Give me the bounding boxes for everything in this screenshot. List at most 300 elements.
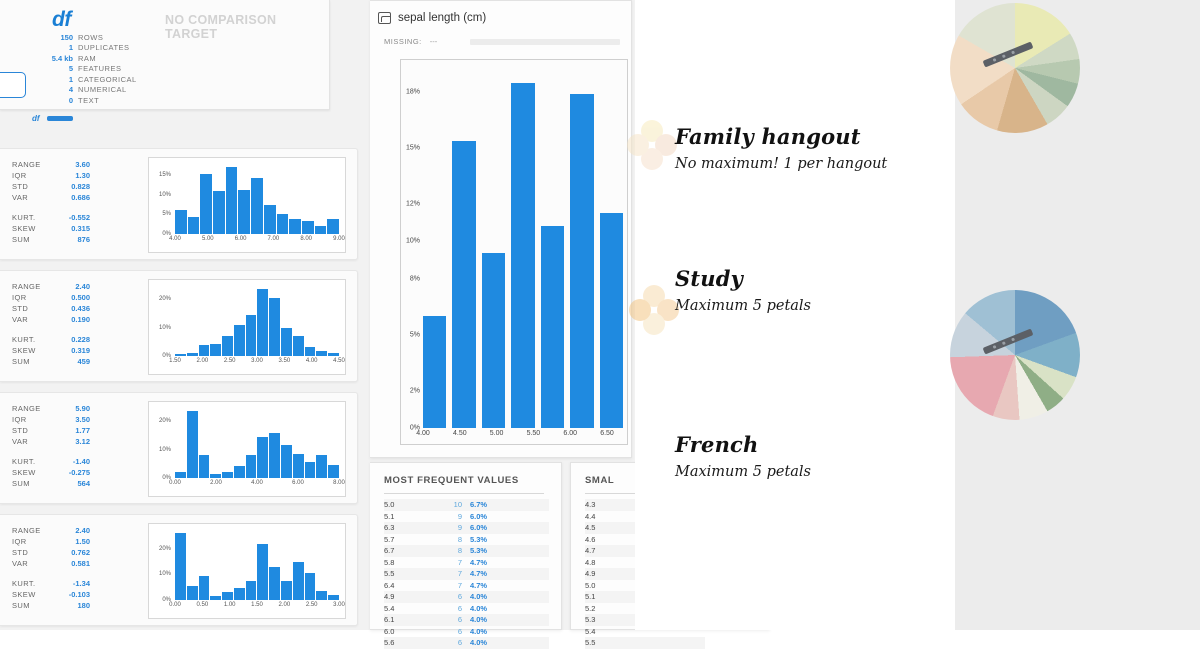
mini-bar: [238, 190, 250, 234]
mini-bar: [210, 344, 221, 356]
histogram-bar: [570, 94, 593, 428]
variable-stat-value: 0.436: [71, 304, 90, 313]
variable-stat-key: SUM: [12, 235, 30, 244]
mini-y-tick: 10%: [158, 571, 171, 578]
variable-stat-value: 1.77: [75, 426, 90, 435]
count-cell: 10: [453, 500, 462, 510]
dataset-stat-value: 0: [68, 95, 73, 105]
note-title: Study: [675, 266, 744, 291]
variable-stat-key: RANGE: [12, 282, 41, 291]
percent-cell: 4.7%: [470, 580, 488, 590]
mini-bar: [175, 354, 186, 356]
flower-decoration: [629, 285, 681, 337]
feature-detail-panel: [370, 0, 635, 648]
variable-stat-key: IQR: [12, 171, 27, 180]
mini-bar: [199, 576, 210, 600]
count-cell: 7: [457, 580, 462, 590]
value-cell: 5.6: [384, 638, 395, 648]
mini-bar: [210, 596, 221, 600]
smallest-title: SMAL: [585, 475, 615, 486]
value-cell: 5.4: [585, 626, 596, 636]
percent-cell: 4.7%: [470, 569, 488, 579]
variable-stat-line: [12, 303, 90, 314]
count-cell: 6: [457, 626, 462, 636]
percent-cell: 6.7%: [470, 500, 488, 510]
variable-stat-key: IQR: [12, 415, 27, 424]
mini-y-tick: 10%: [158, 324, 171, 331]
mini-x-tick: 3.00: [251, 358, 263, 364]
mini-x-tick: 4.00: [305, 358, 318, 364]
count-cell: 8: [457, 546, 462, 556]
variable-stat-line: [12, 456, 90, 467]
variable-stat-line: [12, 558, 90, 569]
variable-stat-value: -0.103: [68, 590, 90, 599]
count-cell: 6: [457, 638, 462, 648]
table-row: [384, 603, 549, 615]
variable-stat-key: RANGE: [12, 526, 41, 535]
mini-y-axis: [149, 528, 173, 603]
variable-stat-value: 180: [77, 601, 90, 610]
histogram-icon: [378, 12, 391, 24]
value-cell: 4.5: [585, 523, 596, 533]
variable-stat-value: -1.34: [72, 579, 90, 588]
variable-stat-value: -0.552: [68, 213, 90, 222]
percent-cell: 6.0%: [470, 511, 488, 521]
variable-stat-key: RANGE: [12, 404, 41, 413]
note-subtitle: No maximum! 1 per hangout: [675, 156, 888, 172]
mini-bar: [281, 445, 292, 478]
mini-bars: [175, 162, 339, 234]
variable-stat-line: [12, 181, 90, 192]
mini-bar: [316, 351, 327, 356]
mini-x-tick: 8.00: [333, 480, 345, 486]
variable-stat-key: IQR: [12, 537, 27, 546]
mini-bar: [277, 214, 289, 234]
value-cell: 4.9: [585, 569, 596, 579]
variable-stat-line: [12, 478, 90, 489]
histogram-y-tick: 10%: [405, 237, 420, 245]
variable-stat-value: 0.319: [71, 346, 90, 355]
value-cell: 5.5: [384, 569, 395, 579]
mini-bar: [293, 336, 304, 356]
mini-y-tick: 5%: [162, 211, 171, 218]
variable-stat-value: 459: [77, 357, 90, 366]
mini-bar: [315, 226, 327, 234]
note-subtitle: Maximum 5 petals: [675, 298, 812, 314]
missing-progress-bar: [470, 39, 620, 45]
note-item: [675, 266, 811, 314]
variable-mini-histogram: [148, 401, 346, 497]
mini-bars: [175, 528, 339, 600]
mini-bar: [188, 217, 200, 234]
mini-x-tick: 4.00: [169, 236, 181, 242]
variable-stats: [12, 403, 90, 489]
mini-y-axis: [149, 284, 173, 359]
dataset-stat-list: [0, 32, 330, 106]
mini-x-tick: 2.50: [305, 602, 318, 608]
color-wheel-top-image: [950, 3, 1080, 133]
mini-bar: [305, 462, 316, 478]
mini-y-tick: 15%: [158, 171, 171, 178]
mini-bar: [222, 336, 233, 356]
mini-y-tick: 0%: [162, 597, 171, 603]
spacer: [12, 203, 90, 212]
variable-stat-key: STD: [12, 182, 29, 191]
mini-x-tick: 1.00: [223, 602, 236, 608]
dataset-stat-label: NUMERICAL: [78, 85, 127, 94]
histogram-bar: [482, 253, 505, 428]
percent-cell: 4.0%: [470, 626, 488, 636]
histogram-bars: [423, 64, 623, 428]
variable-stat-value: 3.60: [75, 160, 90, 169]
mini-bar: [234, 325, 245, 356]
mini-bar: [213, 191, 225, 234]
missing-value: ---: [429, 37, 438, 46]
mini-plot-area: [175, 162, 339, 234]
variable-stats: [12, 525, 90, 611]
variable-stat-line: [12, 414, 90, 425]
mini-x-tick: 7.00: [267, 236, 280, 242]
variable-stat-key: VAR: [12, 315, 29, 324]
histogram-x-axis: [416, 430, 623, 442]
mini-x-axis: [169, 358, 345, 370]
value-cell: 5.1: [585, 592, 596, 602]
variable-mini-histogram: [148, 157, 346, 253]
mini-x-tick: 0.00: [169, 602, 181, 608]
histogram-x-tick: 5.00: [489, 430, 504, 437]
variable-stat-line: [12, 314, 90, 325]
table-row: [384, 568, 549, 580]
variable-stat-line: [12, 525, 90, 536]
mini-plot-area: [175, 528, 339, 600]
tab-df[interactable]: [32, 114, 73, 123]
value-cell: 4.3: [585, 500, 596, 510]
mini-plot-area: [175, 406, 339, 478]
value-cell: 6.4: [384, 580, 395, 590]
tab-df-label: df: [32, 114, 40, 123]
variable-stat-line: [12, 292, 90, 303]
mini-y-tick: 0%: [162, 475, 171, 481]
variable-stat-key: SKEW: [12, 224, 36, 233]
mini-x-tick: 0.00: [169, 480, 181, 486]
value-cell: 5.2: [585, 603, 596, 613]
mini-bar: [302, 221, 314, 234]
mini-bar: [187, 353, 198, 356]
dataset-stat-label: DUPLICATES: [78, 43, 130, 52]
histogram-y-tick: 5%: [409, 331, 420, 339]
mini-x-tick: 6.00: [292, 480, 304, 486]
mini-bar: [246, 315, 257, 356]
mini-y-tick: 10%: [158, 446, 171, 453]
variable-card[interactable]: [0, 392, 358, 504]
mini-bar: [269, 567, 280, 600]
histogram-y-tick: 0%: [409, 424, 420, 432]
variable-stat-value: 5.90: [75, 404, 90, 413]
mini-bar: [175, 472, 186, 478]
variable-stat-value: 0.315: [71, 224, 90, 233]
variable-stat-line: [12, 436, 90, 447]
histogram-bar: [452, 141, 475, 428]
histogram-x-tick: 4.00: [416, 430, 430, 437]
mini-bar: [269, 298, 280, 356]
value-cell: 6.3: [384, 523, 395, 533]
histogram-bar: [600, 213, 623, 428]
mini-bars: [175, 284, 339, 356]
mini-bar: [293, 454, 304, 478]
variable-stat-key: VAR: [12, 437, 29, 446]
histogram-bar: [423, 316, 446, 428]
dataset-stat-value: 1: [68, 74, 73, 84]
variable-stat-value: 3.50: [75, 415, 90, 424]
variable-stat-key: VAR: [12, 559, 29, 568]
mini-y-tick: 20%: [158, 545, 171, 552]
variable-stat-line: [12, 547, 90, 558]
mini-x-tick: 2.00: [196, 358, 209, 364]
table-row: [384, 522, 549, 534]
mini-bar: [264, 205, 276, 234]
table-row: [384, 580, 549, 592]
mini-bar: [281, 581, 292, 600]
variable-stats: [12, 159, 90, 245]
mini-y-axis: [149, 162, 173, 237]
count-cell: 9: [457, 523, 462, 533]
variable-stat-key: STD: [12, 548, 29, 557]
mini-bar: [257, 437, 268, 478]
value-cell: 4.8: [585, 557, 596, 567]
color-wheel-bottom: [950, 290, 1080, 420]
mini-x-tick: 2.50: [223, 358, 236, 364]
value-cell: 5.1: [384, 511, 395, 521]
mini-bar: [281, 328, 292, 356]
value-cell: 5.8: [384, 557, 395, 567]
count-cell: 7: [457, 569, 462, 579]
value-cell: 4.6: [585, 534, 596, 544]
mini-x-tick: 3.50: [278, 358, 291, 364]
value-cell: 5.3: [585, 615, 596, 625]
variable-stat-value: 0.686: [71, 193, 90, 202]
mini-bar: [200, 174, 212, 234]
mini-bar: [199, 455, 210, 478]
dataset-stat-row: [0, 43, 330, 53]
dataset-stat-value: 1: [68, 43, 73, 52]
note-title: Family hangout: [675, 124, 861, 149]
dataset-stat-label: ROWS: [78, 32, 104, 42]
profiling-left-panel: [0, 0, 370, 630]
histogram-x-tick: 6.00: [563, 430, 577, 437]
variable-stat-key: IQR: [12, 293, 27, 302]
note-title: French: [675, 432, 759, 457]
histogram-x-tick: 6.50: [600, 430, 614, 437]
spacer: [12, 325, 90, 334]
note-item: [675, 124, 887, 172]
variable-stat-key: KURT.: [12, 457, 36, 466]
dataset-stat-value: 4: [68, 85, 73, 94]
variable-stat-key: RANGE: [12, 160, 41, 169]
variable-card[interactable]: [0, 148, 358, 260]
value-cell: 5.7: [384, 534, 395, 544]
value-cell: 6.7: [384, 546, 395, 556]
mini-plot-area: [175, 284, 339, 356]
divider: [384, 493, 544, 494]
mini-bar: [251, 178, 263, 234]
variable-stat-value: 1.30: [75, 171, 90, 180]
mini-x-axis: [169, 480, 345, 492]
dataset-stat-value: 5.4 kb: [51, 53, 73, 63]
count-cell: 6: [457, 592, 462, 602]
variable-stat-line: [12, 223, 90, 234]
variable-stat-line: [12, 234, 90, 245]
dataset-stat-row: [0, 53, 330, 63]
missing-row: [384, 37, 437, 46]
percent-cell: 4.0%: [470, 615, 488, 625]
histogram-bar: [511, 83, 534, 428]
histogram-y-tick: 18%: [405, 88, 420, 96]
dataset-stat-label: FEATURES: [78, 64, 122, 73]
variable-stat-line: [12, 600, 90, 611]
mini-bar: [175, 533, 186, 600]
variable-stats: [12, 281, 90, 367]
value-cell: 4.9: [384, 592, 395, 602]
value-cell: 5.0: [384, 500, 395, 510]
dataset-stat-label: RAM: [78, 53, 97, 63]
mini-bar: [175, 210, 187, 234]
mini-y-tick: 20%: [158, 418, 171, 425]
table-row: [384, 499, 549, 511]
variable-card[interactable]: [0, 270, 358, 382]
mini-x-tick: 0.50: [196, 602, 209, 608]
variable-stat-key: KURT.: [12, 579, 36, 588]
variable-stat-key: SUM: [12, 601, 30, 610]
mini-bar: [316, 591, 327, 600]
mini-y-tick: 20%: [158, 296, 171, 303]
variable-stat-value: 0.190: [71, 315, 90, 324]
mini-bar: [305, 573, 316, 600]
percent-cell: 5.3%: [470, 534, 488, 544]
mini-bar: [257, 289, 268, 356]
value-cell: 4.7: [585, 546, 596, 556]
value-cell: 4.4: [585, 511, 596, 521]
histogram-y-tick: 2%: [409, 387, 420, 395]
variable-stat-value: 876: [77, 235, 90, 244]
dataset-stat-row: [0, 85, 330, 95]
mini-x-axis: [169, 602, 345, 614]
count-cell: 9: [457, 511, 462, 521]
mini-bar: [222, 592, 233, 600]
variable-stat-key: SUM: [12, 357, 30, 366]
flower-decoration: [627, 120, 679, 172]
spacer: [12, 569, 90, 578]
variable-stat-key: SKEW: [12, 468, 36, 477]
variable-stat-line: [12, 467, 90, 478]
variable-stat-value: -1.40: [72, 457, 90, 466]
mini-bar: [246, 455, 257, 478]
mini-x-tick: 6.00: [234, 236, 247, 242]
mini-x-tick: 2.00: [278, 602, 291, 608]
percent-cell: 4.0%: [470, 638, 488, 648]
histogram-y-axis: [401, 64, 423, 432]
table-row: [384, 591, 549, 603]
dataset-summary-card: [0, 0, 330, 110]
variable-stat-value: 0.828: [71, 182, 90, 191]
missing-label: MISSING:: [384, 37, 422, 46]
dataset-title: df: [52, 8, 71, 31]
mini-bar: [328, 353, 339, 356]
mini-x-tick: 1.50: [169, 358, 181, 364]
variable-stat-key: SKEW: [12, 346, 36, 355]
mini-bar: [305, 347, 316, 356]
histogram-bar: [541, 226, 564, 428]
table-row: [384, 557, 549, 569]
color-wheel-bottom-image: [950, 290, 1080, 420]
main-histogram-plot: [400, 59, 628, 445]
variable-stat-key: STD: [12, 426, 29, 435]
value-cell: 5.0: [585, 580, 596, 590]
variable-stat-line: [12, 170, 90, 181]
mini-y-axis: [149, 406, 173, 481]
mini-bar: [234, 466, 245, 478]
mini-x-tick: 4.00: [251, 480, 263, 486]
histogram-y-tick: 8%: [409, 275, 420, 283]
count-cell: 8: [457, 534, 462, 544]
comparison-target-label: NO COMPARISON TARGET: [165, 13, 277, 41]
variable-stat-line: [12, 425, 90, 436]
note-subtitle: Maximum 5 petals: [675, 464, 812, 480]
dataset-stat-row: [0, 64, 330, 74]
mini-x-tick: 8.00: [300, 236, 313, 242]
most-frequent-title: MOST FREQUENT VALUES: [384, 475, 519, 486]
handwritten-notes-panel: [635, 0, 955, 630]
variable-stat-value: 2.40: [75, 526, 90, 535]
mini-bar: [199, 345, 210, 356]
variable-stat-key: KURT.: [12, 213, 36, 222]
mini-x-tick: 5.00: [201, 236, 214, 242]
feature-histogram-card: [370, 0, 632, 458]
search-input[interactable]: [0, 72, 26, 98]
variable-mini-histogram: [148, 279, 346, 375]
variable-card[interactable]: [0, 514, 358, 626]
dataset-stat-value: 5: [68, 64, 73, 73]
mini-bar: [328, 595, 339, 600]
histogram-y-tick: 15%: [405, 144, 420, 152]
variable-stat-key: KURT.: [12, 335, 36, 344]
mini-bar: [226, 167, 238, 234]
mini-bar: [187, 586, 198, 600]
spacer: [12, 447, 90, 456]
mini-y-tick: 0%: [162, 353, 171, 359]
mini-bars: [175, 406, 339, 478]
variable-stat-line: [12, 159, 90, 170]
variable-stat-value: 3.12: [75, 437, 90, 446]
variable-stat-key: VAR: [12, 193, 29, 202]
dataset-stat-row: [0, 32, 330, 42]
mini-bar: [222, 472, 233, 478]
mini-bar: [289, 219, 301, 234]
table-row: [585, 637, 705, 649]
mini-bar: [187, 411, 198, 478]
count-cell: 6: [457, 615, 462, 625]
variable-stat-key: SKEW: [12, 590, 36, 599]
percent-cell: 4.0%: [470, 603, 488, 613]
mini-bar: [316, 455, 327, 478]
tab-df-indicator: [47, 116, 73, 121]
mini-x-tick: 2.00: [210, 480, 222, 486]
variable-stat-line: [12, 356, 90, 367]
value-cell: 5.4: [384, 603, 395, 613]
mini-y-tick: 0%: [162, 231, 171, 237]
most-frequent-values-card: [370, 462, 562, 648]
table-row: [384, 626, 549, 638]
count-cell: 6: [457, 603, 462, 613]
